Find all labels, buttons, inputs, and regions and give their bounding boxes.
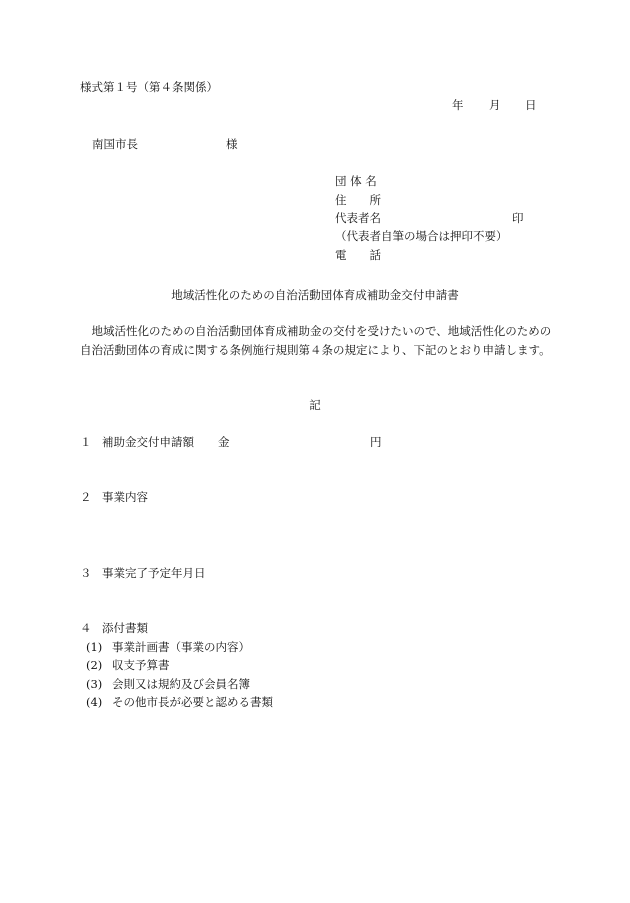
- attachment-number: (3): [86, 677, 103, 691]
- date-year-label: 年: [452, 98, 464, 112]
- date-day-label: 日: [525, 98, 537, 112]
- item-attachments: [80, 623, 148, 635]
- applicant-group-name-label: 団 体 名: [335, 174, 377, 188]
- attachment-item: [86, 660, 170, 672]
- seal-mark: 印: [512, 211, 524, 225]
- attachment-number: (1): [86, 640, 103, 654]
- item-label: 事業内容: [102, 490, 148, 504]
- attachment-label: 事業計画書（事業の内容）: [112, 640, 250, 654]
- item-label: 事業完了予定年月日: [102, 566, 206, 580]
- addressee: [92, 139, 238, 151]
- form-number: 様式第１号（第４条関係）: [80, 80, 218, 94]
- body-paragraph: 地域活性化のための自治活動団体育成補助金の交付を受けたいので、地域活性化のための自治活動団体の育成に関する条例施行規則第４条の規定により、下記のとおり申請します。: [80, 324, 552, 357]
- attachment-item: [86, 697, 273, 709]
- addressee-name: 南国市長: [92, 137, 138, 151]
- document-title: 地域活性化のための自治活動団体育成補助金交付申請書: [171, 288, 459, 302]
- attachment-item: [86, 679, 250, 691]
- applicant-address-label: 住 所: [335, 193, 381, 207]
- attachment-label: 会則又は規約及び会員名簿: [112, 677, 250, 691]
- attachment-label: その他市長が必要と認める書類: [112, 695, 273, 709]
- attachment-number: (2): [86, 658, 103, 672]
- applicant-phone-label: 電 話: [335, 248, 381, 262]
- attachment-item: [86, 642, 250, 654]
- amount-unit: 円: [370, 435, 382, 449]
- item-number: ４: [80, 621, 92, 635]
- attachment-label: 収支予算書: [112, 658, 170, 672]
- amount-prefix: 金: [218, 435, 230, 449]
- item-number: １: [80, 435, 92, 449]
- item-grant-amount: [80, 437, 194, 449]
- ki-heading: 記: [309, 398, 321, 412]
- item-completion-date: [80, 568, 206, 580]
- item-label: 補助金交付申請額: [102, 435, 194, 449]
- date-month-label: 月: [489, 98, 501, 112]
- seal-note: （代表者自筆の場合は押印不要）: [335, 229, 508, 243]
- addressee-honorific: 様: [226, 137, 238, 151]
- item-number: ２: [80, 490, 92, 504]
- item-label: 添付書類: [102, 621, 148, 635]
- item-number: ３: [80, 566, 92, 580]
- attachment-number: (4): [86, 695, 103, 709]
- date-line: [452, 100, 537, 112]
- item-project-content: [80, 492, 148, 504]
- applicant-representative-label: 代表者名: [335, 211, 381, 225]
